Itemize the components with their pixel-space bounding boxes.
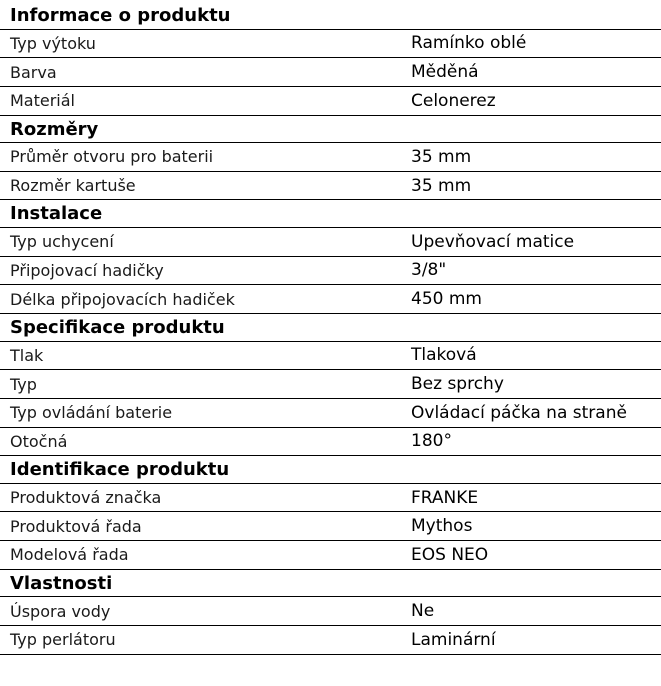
table-row — [0, 626, 661, 655]
table-row — [0, 484, 661, 513]
table-row — [0, 541, 661, 570]
table-row — [0, 512, 661, 541]
table-row — [0, 597, 661, 626]
row-value: Celonerez — [411, 90, 496, 111]
row-value: Mythos — [411, 516, 473, 537]
table-row — [0, 172, 661, 201]
row-value: Bez sprchy — [411, 374, 504, 395]
row-value: EOS NEO — [411, 544, 489, 565]
row-label: Otočná — [10, 431, 68, 451]
row-label: Produktová značka — [10, 488, 162, 508]
row-label: Typ výtoku — [10, 33, 96, 53]
row-value: FRANKE — [411, 487, 479, 508]
row-label: Průměr otvoru pro baterii — [10, 147, 214, 167]
section-header-instalace: Instalace — [0, 200, 661, 228]
table-row — [0, 257, 661, 286]
row-value: 35 mm — [411, 146, 472, 167]
section-header-rozmery: Rozměry — [0, 116, 661, 144]
table-row — [0, 228, 661, 257]
table-row — [0, 342, 661, 371]
row-label: Délka připojovacích hadiček — [10, 289, 235, 309]
table-row — [0, 58, 661, 87]
row-value: Ne — [411, 601, 435, 622]
row-value: Tlaková — [411, 345, 477, 366]
row-label: Materiál — [10, 91, 75, 111]
row-label: Připojovací hadičky — [10, 260, 164, 280]
row-label: Typ ovládání baterie — [10, 403, 173, 423]
table-row — [0, 87, 661, 116]
row-label: Barva — [10, 62, 57, 82]
table-row — [0, 30, 661, 59]
row-value: 3/8" — [411, 260, 447, 281]
table-row — [0, 428, 661, 457]
row-label: Tlak — [10, 345, 44, 365]
row-label: Typ uchycení — [10, 232, 114, 252]
row-label: Typ perlátoru — [10, 630, 116, 650]
row-value: Upevňovací matice — [411, 231, 575, 252]
section-header-specifikace: Specifikace produktu — [0, 314, 661, 342]
section-header-identifikace: Identifikace produktu — [0, 456, 661, 484]
row-value: Měděná — [411, 62, 479, 83]
row-value: 450 mm — [411, 289, 482, 310]
row-label: Modelová řada — [10, 545, 129, 565]
row-value: Ramínko oblé — [411, 33, 527, 54]
row-label: Úspora vody — [10, 601, 111, 621]
row-value: 35 mm — [411, 175, 472, 196]
table-row — [0, 399, 661, 428]
row-label: Rozměr kartuše — [10, 176, 136, 196]
section-header-informace: Informace o produktu — [0, 2, 661, 30]
section-header-vlastnosti: Vlastnosti — [0, 570, 661, 598]
table-row — [0, 285, 661, 314]
row-label: Produktová řada — [10, 516, 142, 536]
table-row — [0, 370, 661, 399]
row-value: Ovládací páčka na straně — [411, 402, 627, 423]
row-label: Typ — [10, 374, 37, 394]
table-row — [0, 143, 661, 172]
row-value: Laminární — [411, 629, 496, 650]
row-value: 180° — [411, 431, 452, 452]
